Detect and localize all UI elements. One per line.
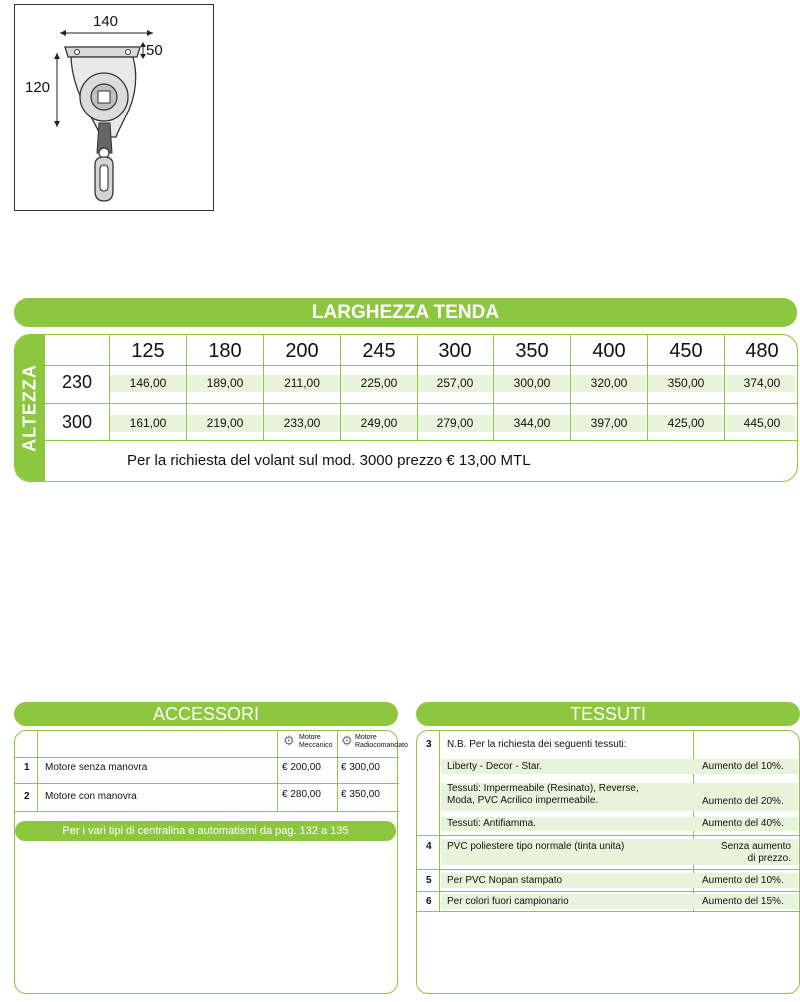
table-divider: [45, 365, 798, 366]
motore-meccanico-label: [299, 734, 332, 750]
table-divider: [417, 869, 800, 870]
altezza-side-label: [15, 335, 45, 481]
accessori-panel: [14, 730, 408, 994]
price-cell: 344,00: [513, 416, 551, 430]
centralina-note: Per i vari tipi di centralina e automatismi da pag. 132 a 135: [15, 821, 396, 841]
price-table: [14, 334, 798, 482]
altezza-label: ALTEZZA: [19, 364, 40, 452]
col2-line2: Radiocomandato: [355, 742, 408, 749]
tessuti-surcharge: Aumento del 15%.: [702, 896, 784, 907]
row-number: 2: [24, 791, 30, 802]
price-cell: 350,00: [667, 376, 705, 390]
tessuti-surcharge: [703, 841, 791, 865]
table-divider: [45, 440, 798, 441]
tessuti-surcharge: Aumento del 40%.: [702, 818, 784, 829]
table-divider: [15, 811, 399, 812]
tessuti-desc-line2: Moda, PVC Acrilico impermeabile.: [447, 795, 599, 806]
price-cell: 374,00: [743, 376, 781, 390]
bracket-drawing: [14, 4, 214, 211]
price-cell: 233,00: [283, 416, 321, 430]
row-number: 3: [426, 739, 432, 750]
col2-line1: Motore: [355, 734, 377, 741]
accessory-price-1: € 200,00: [282, 762, 321, 773]
larghezza-tenda-header: LARGHEZZA TENDA: [14, 298, 797, 327]
price-cell: 279,00: [436, 416, 474, 430]
table-divider: [417, 911, 800, 912]
width-header: 125: [131, 340, 165, 362]
tessuti-desc: Per PVC Nopan stampato: [447, 875, 563, 886]
row-number: 1: [24, 762, 30, 773]
price-cell: 219,00: [206, 416, 244, 430]
table-divider: [15, 783, 399, 784]
price-cell: 300,00: [513, 376, 551, 390]
table-divider: [277, 731, 278, 811]
table-divider: [45, 403, 798, 404]
tessuti-desc: Tessuti: Antifiamma.: [447, 818, 536, 829]
height-dimension: 120: [25, 79, 51, 96]
tessuti-desc: [447, 783, 639, 807]
width-header: 480: [745, 340, 779, 362]
price-cell: 225,00: [360, 376, 398, 390]
gear-icon: ⚙: [283, 733, 295, 748]
price-cell: 320,00: [590, 376, 628, 390]
tessuti-surcharge: Aumento del 10%.: [702, 761, 784, 772]
row-number: 4: [426, 841, 432, 852]
width-header: 400: [592, 340, 626, 362]
depth-dimension: 50: [146, 42, 163, 59]
price-cell: 161,00: [129, 416, 167, 430]
row-number: 6: [426, 896, 432, 907]
row-number: 5: [426, 875, 432, 886]
tessuti-surcharge: Aumento del 20%.: [702, 796, 784, 807]
tessuti-intro: N.B. Per la richiesta dei seguenti tessuti:: [447, 739, 627, 750]
table-divider: [417, 891, 800, 892]
price-cell: 211,00: [284, 376, 320, 390]
radio-gear-icon: ⚙: [341, 733, 353, 748]
price-cell: 397,00: [590, 416, 628, 430]
table-divider: [37, 731, 38, 811]
volant-note: Per la richiesta del volant sul mod. 3000 prezzo € 13,00 MTL: [127, 452, 531, 469]
price-cell: 445,00: [743, 416, 781, 430]
table-divider: [417, 835, 800, 836]
height-header: 230: [61, 372, 93, 392]
col1-line2: Meccanico: [299, 742, 333, 749]
width-header: 450: [669, 340, 703, 362]
surcharge-line1: Senza aumento: [720, 841, 791, 852]
accessory-desc: Motore con manovra: [45, 791, 137, 802]
price-cell: 249,00: [360, 416, 398, 430]
surcharge-line2: di prezzo.: [747, 853, 791, 864]
price-cell: 189,00: [206, 376, 244, 390]
table-divider: [15, 757, 399, 758]
accessori-header: ACCESSORI: [14, 702, 398, 726]
width-header: 180: [208, 340, 242, 362]
accessory-price-1: € 280,00: [282, 789, 321, 800]
table-divider: [337, 731, 338, 811]
bracket-illustration: [15, 5, 215, 212]
col1-line1: Motore: [299, 734, 321, 741]
tessuti-panel: [416, 730, 800, 994]
width-header: 200: [285, 340, 319, 362]
price-cell: 257,00: [436, 376, 474, 390]
accessory-price-2: € 300,00: [341, 762, 380, 773]
width-header: 245: [362, 340, 396, 362]
height-header: 300: [61, 412, 93, 432]
tessuti-desc: Per colori fuori campionario: [447, 896, 569, 907]
width-header: 350: [515, 340, 549, 362]
accessory-price-2: € 350,00: [341, 789, 380, 800]
tessuti-desc: PVC poliestere tipo normale (tinta unita): [447, 841, 625, 852]
tessuti-desc-line1: Tessuti: Impermeabile (Resinato), Reverse,: [447, 783, 639, 794]
motore-radiocomandato-label: [355, 734, 408, 750]
width-dimension: 140: [93, 13, 119, 30]
price-cell: 146,00: [129, 376, 167, 390]
table-divider: [439, 731, 440, 911]
tessuti-surcharge: Aumento del 10%.: [702, 875, 784, 886]
tessuti-header: TESSUTI: [416, 702, 800, 726]
price-cell: 425,00: [667, 416, 705, 430]
accessory-desc: Motore senza manovra: [45, 762, 148, 773]
tessuti-desc: Liberty - Decor - Star.: [447, 761, 543, 772]
width-header: 300: [438, 340, 472, 362]
